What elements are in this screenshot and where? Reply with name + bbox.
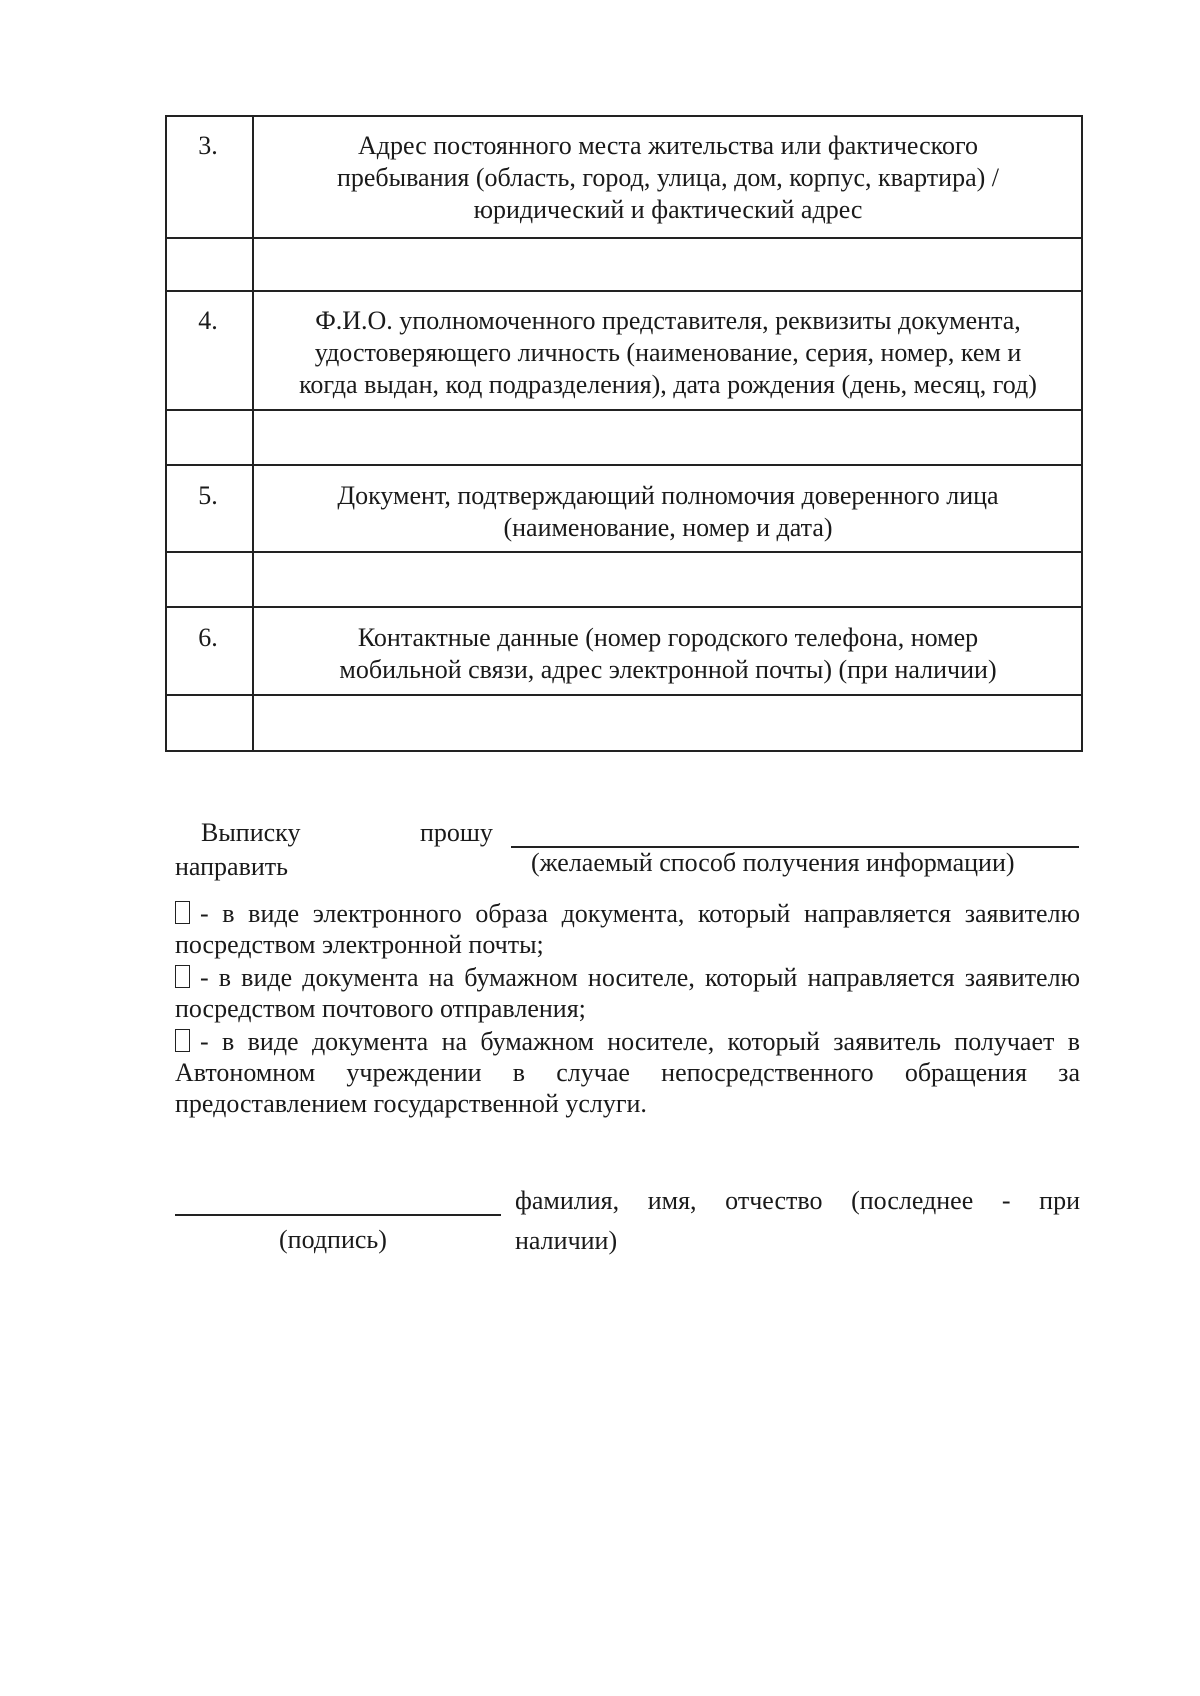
label-line: когда выдан, код подразделения), дата рождения (день, месяц, год) — [299, 370, 1037, 399]
row-label-contacts — [255, 622, 1081, 686]
fio-label-continuation: наличии) — [515, 1226, 618, 1255]
delivery-request — [175, 812, 1080, 882]
label-line: (наименование, номер и дата) — [503, 513, 833, 542]
signature-field[interactable] — [175, 1214, 501, 1216]
checkbox-icon[interactable] — [175, 965, 190, 988]
option-in-person — [175, 1026, 1080, 1119]
delivery-options — [175, 898, 1080, 1138]
checkbox-icon[interactable] — [175, 901, 190, 924]
delivery-method-hint: (желаемый способ получения информации) — [531, 848, 1015, 877]
address-value-cell[interactable] — [255, 245, 1081, 285]
contacts-value-cell[interactable] — [255, 702, 1081, 746]
label-line: удостоверяющего личность (наименование, серия, номер, кем и — [314, 338, 1022, 367]
request-word-ask: прошу — [420, 818, 493, 847]
label-line: Документ, подтверждающий полномочия доверенного лица — [337, 481, 999, 510]
row-label-address — [255, 130, 1081, 226]
option-postal — [175, 962, 1080, 1024]
label-line: Адрес постоянного места жительства или фактического — [358, 131, 978, 160]
option-text: - в виде электронного образа документа, который направляется заявителю посредством электронной почты; — [175, 899, 1080, 959]
row-number-5: 5. — [198, 481, 218, 510]
row-label-representative — [255, 305, 1081, 401]
row-number-4: 4. — [198, 306, 218, 335]
fio-label: фамилия, имя, отчество (последнее - при — [515, 1186, 1080, 1215]
checkbox-icon[interactable] — [175, 1029, 190, 1052]
request-word-send: направить — [175, 852, 288, 881]
signature-caption: (подпись) — [279, 1225, 387, 1254]
label-line: юридический и фактический адрес — [473, 195, 863, 224]
request-word-statement: Выписку — [201, 818, 301, 847]
label-line: мобильной связи, адрес электронной почты) (при наличии) — [339, 655, 997, 684]
row-label-power-of-attorney — [255, 480, 1081, 544]
power-of-attorney-value-cell[interactable] — [255, 559, 1081, 601]
signature-block — [175, 1185, 1080, 1265]
option-electronic — [175, 898, 1080, 960]
option-text: - в виде документа на бумажном носителе, который заявитель получает в Автономном учреждении в случае непосредственного обращения за предоставлением государственной услуги. — [175, 1027, 1080, 1118]
representative-value-cell[interactable] — [255, 417, 1081, 459]
label-line: Ф.И.О. уполномоченного представителя, реквизиты документа, — [315, 306, 1021, 335]
label-line: Контактные данные (номер городского телефона, номер — [357, 623, 979, 652]
application-form-table — [165, 115, 1083, 752]
option-text: - в виде документа на бумажном носителе, который направляется заявителю посредством почтового отправления; — [175, 963, 1080, 1023]
label-line: пребывания (область, город, улица, дом, корпус, квартира) / — [336, 163, 1000, 192]
row-number-6: 6. — [198, 623, 218, 652]
row-number-3: 3. — [198, 131, 218, 160]
